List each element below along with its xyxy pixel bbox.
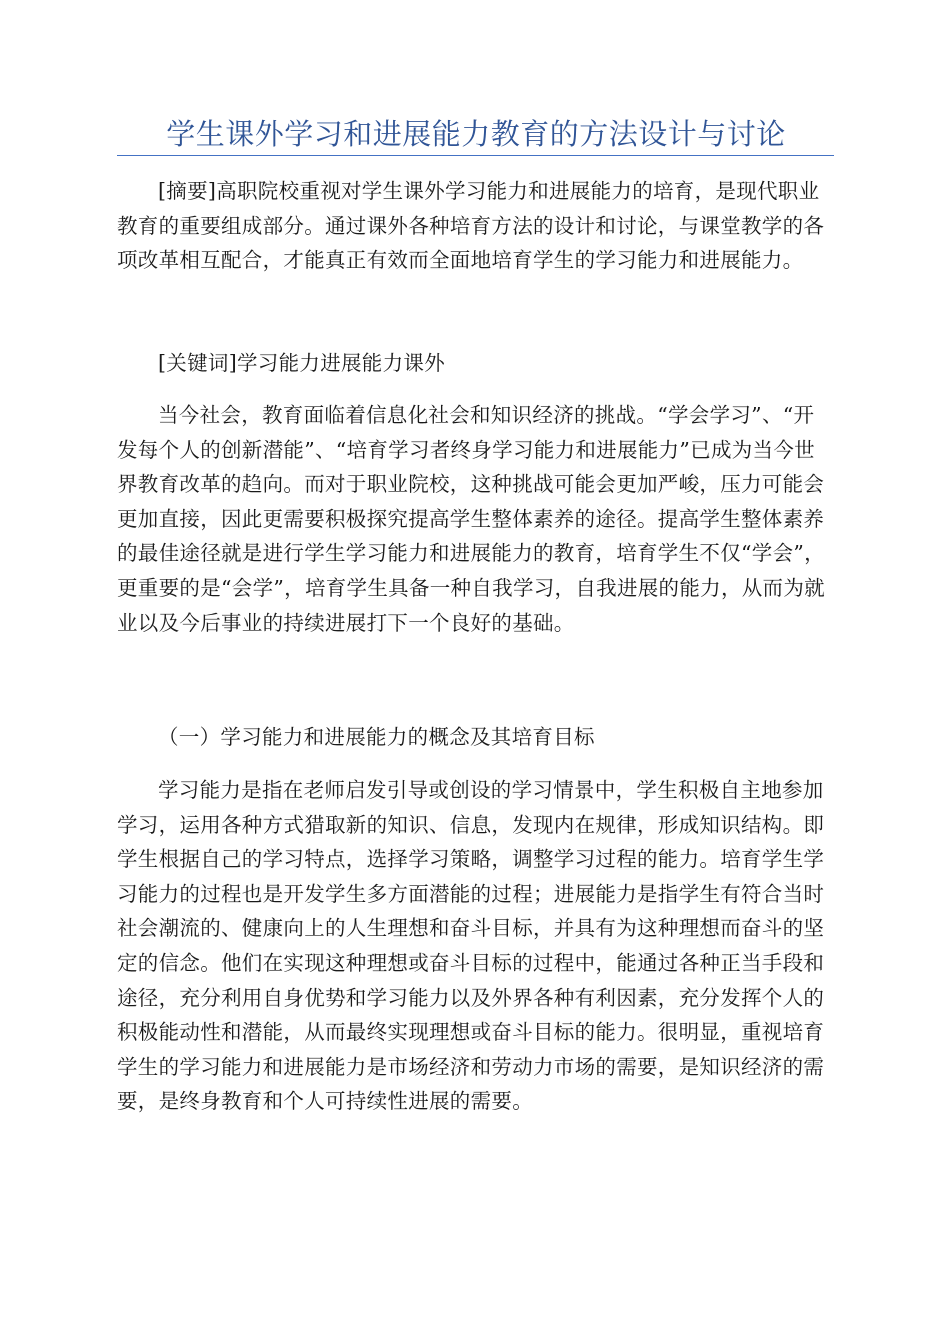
title-underline bbox=[117, 155, 834, 156]
document-title: 学生课外学习和进展能力教育的方法设计与讨论 bbox=[166, 117, 786, 151]
abstract-paragraph: [摘要]高职院校重视对学生课外学习能力和进展能力的培育，是现代职业教育的重要组成部分。通过课外各种培育方法的设计和讨论，与课堂教学的各项改革相互配合，才能真正有效而全面地培育学生的学习能力和进展能力。 bbox=[117, 179, 825, 273]
intro-paragraph: 当今社会，教育面临着信息化社会和知识经济的挑战。“学会学习”、“开发每个人的创新潜能”、“培育学习者终身学习能力和进展能力”已成为当今世界教育改革的趋向。而对于职业院校，这种挑战可能会更加严峻，压力可能会更加直接，因此更需要积极探究提高学生整体素养的途径。提高学生整体素养的最佳途径就是进行学生学习能力和进展能力的教育，培育学生不仅“学会”，更重要的是“会学”，培育学生具备一种自我学习，自我进展的能力，从而为就业以及今后事业的持续进展打下一个良好的基础。 bbox=[117, 403, 825, 635]
concept-paragraph: 学习能力是指在老师启发引导或创设的学习情景中，学生积极自主地参加学习，运用各种方式猎取新的知识、信息，发现内在规律，形成知识结构。即学生根据自己的学习特点，选择学习策略，调整学习过程的能力。培育学生学习能力的过程也是开发学生多方面潜能的过程；进展能力是指学生有符合当时社会潮流的、健康向上的人生理想和奋斗目标，并具有为这种理想而奋斗的坚定的信念。他们在实现这种理想或奋斗目标的过程中，能通过各种正当手段和途径，充分利用自身优势和学习能力以及外界各种有利因素，充分发挥个人的积极能动性和潜能，从而最终实现理想或奋斗目标的能力。很明显，重视培育学生的学习能力和进展能力是市场经济和劳动力市场的需要，是知识经济的需要，是终身教育和个人可持续性进展的需要。 bbox=[117, 778, 825, 1114]
keywords-paragraph: [关键词]学习能力进展能力课外 bbox=[158, 351, 445, 375]
section-heading: （一）学习能力和进展能力的概念及其培育目标 bbox=[158, 725, 595, 749]
